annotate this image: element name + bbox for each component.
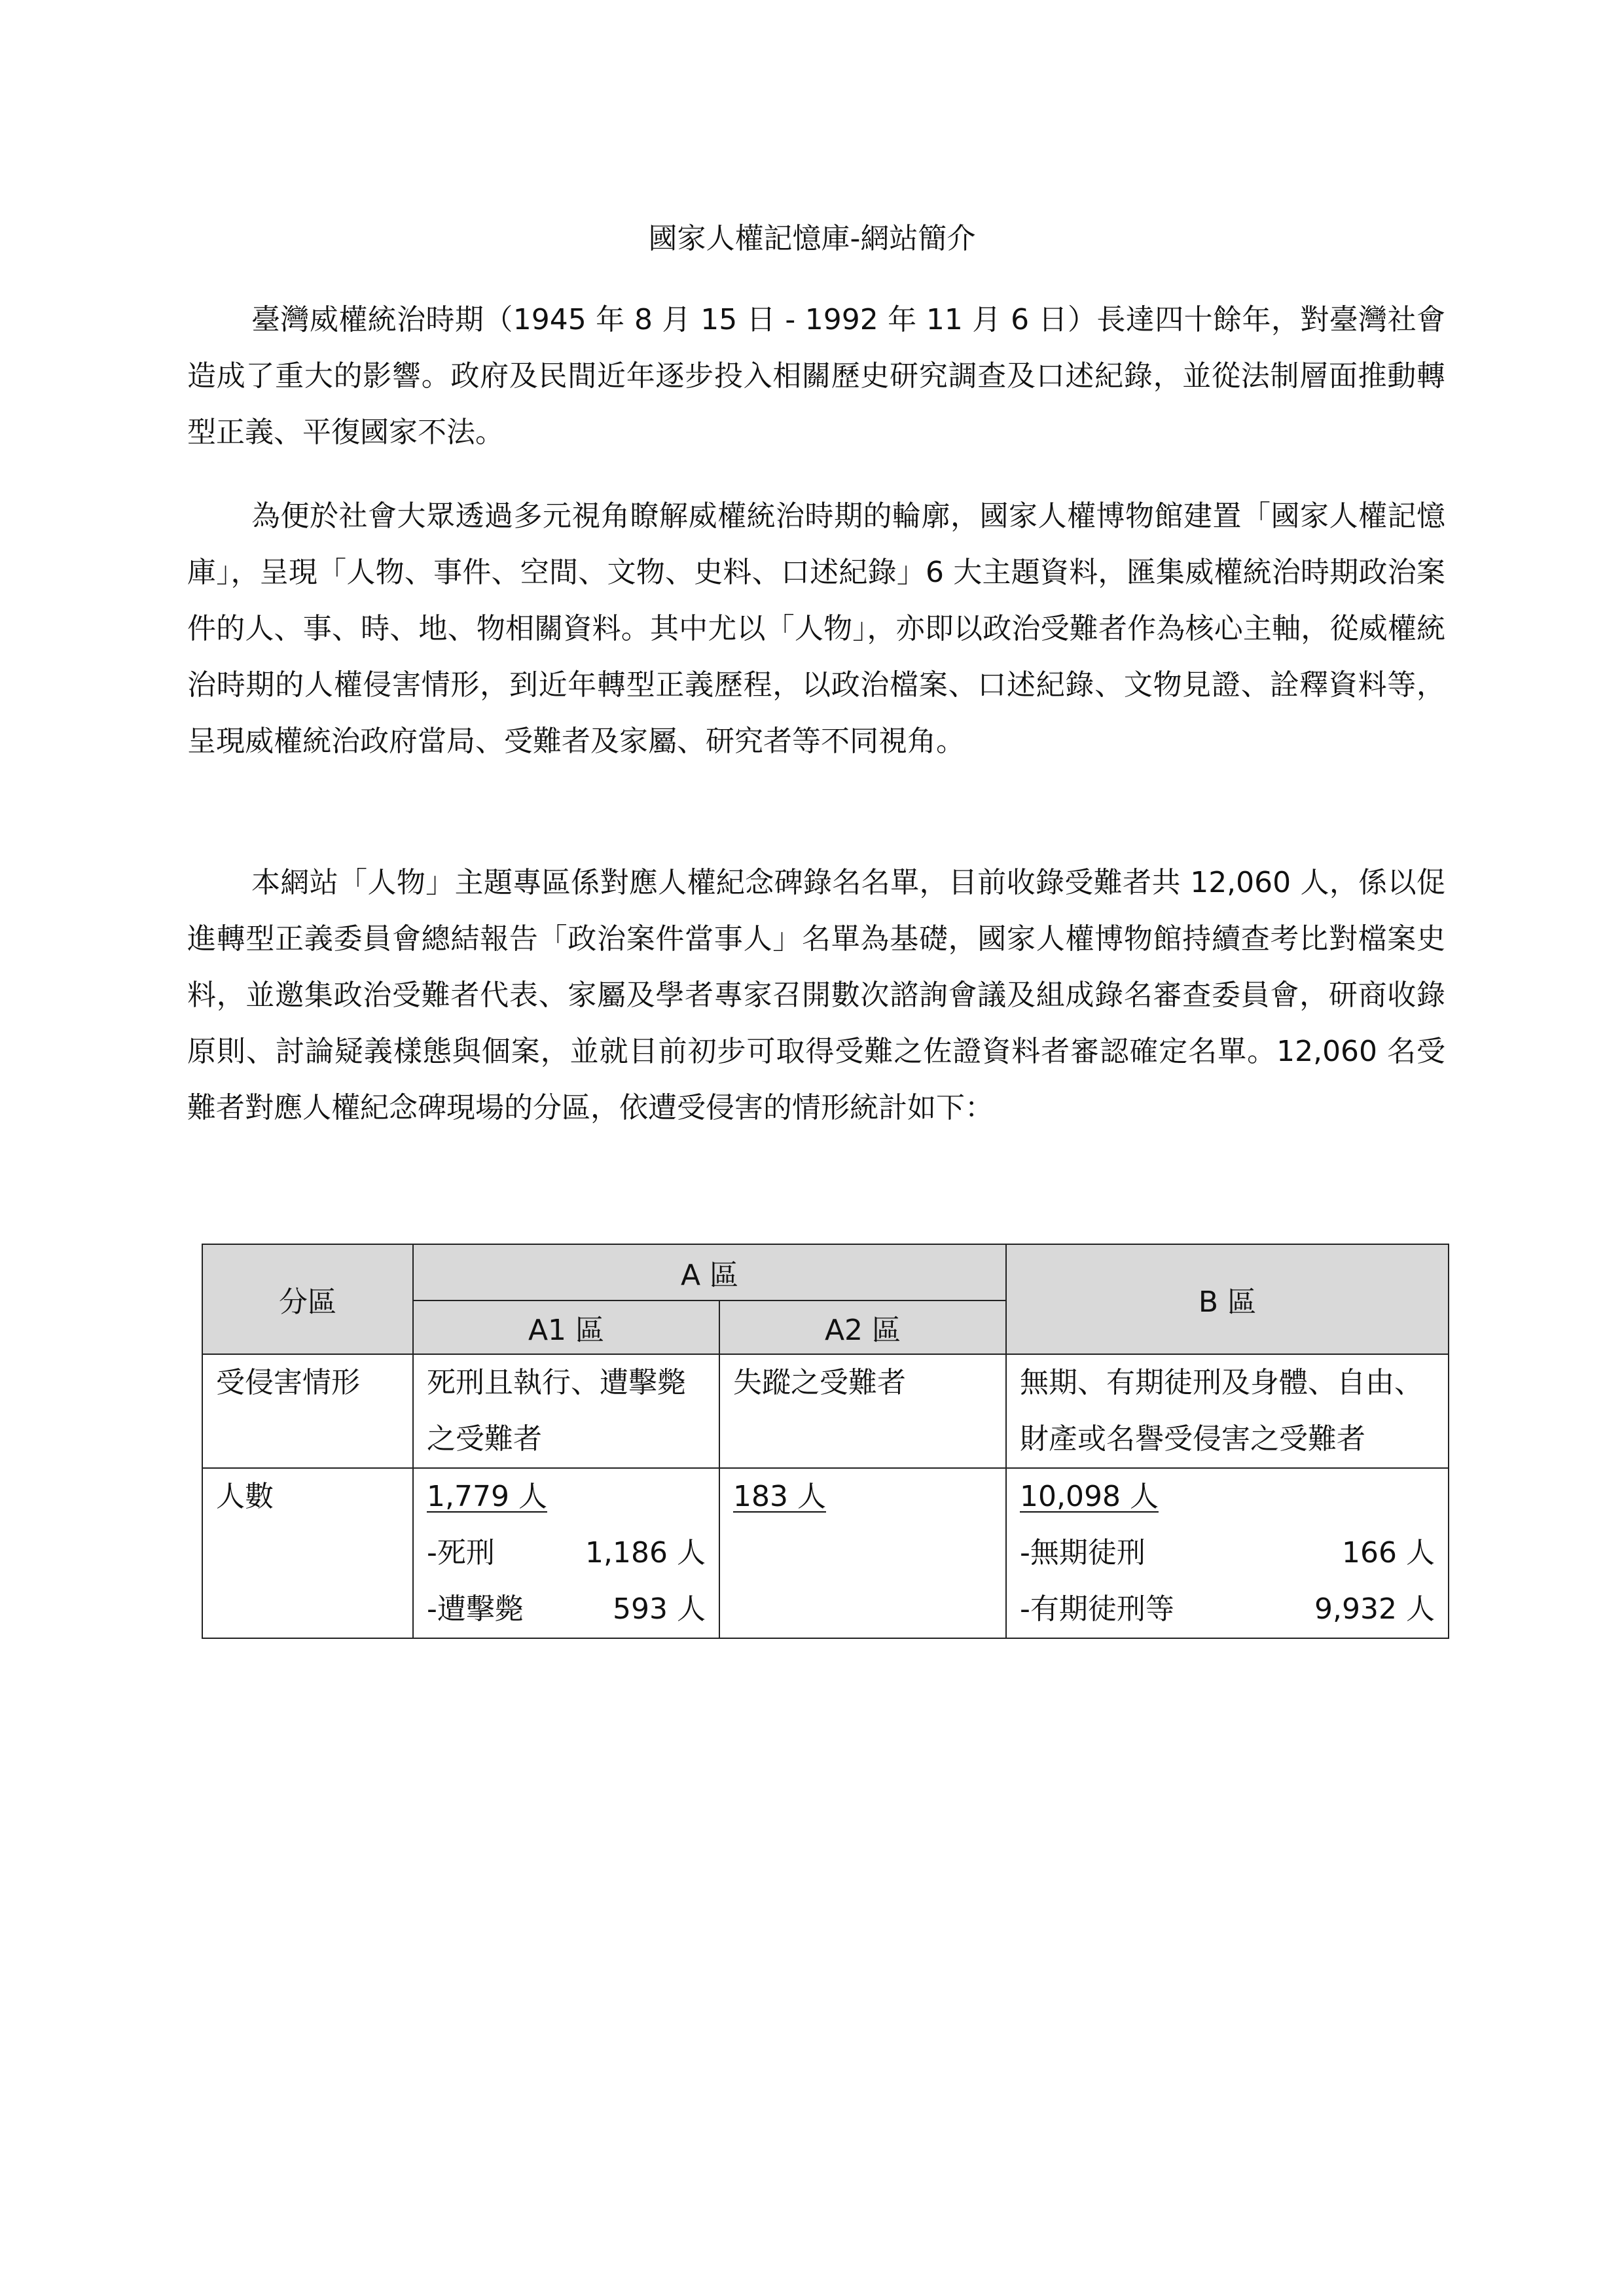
- zone-a1-header: A1 區: [413, 1300, 719, 1354]
- count-a1-item: [427, 1525, 706, 1581]
- harm-label: 受侵害情形: [216, 1366, 360, 1399]
- zone-a-header: A 區: [413, 1244, 1006, 1300]
- intro-paragraph-2: 為便於社會大眾透過多元視角瞭解威權統治時期的輪廓，國家人權博物館建置「國家人權記憶庫」，呈現「人物、事件、空間、文物、史料、口述紀錄」6 大主題資料，匯集威權統治時期政治案件的人、事、時、地、物相關資料。其中尤以「人物」，亦即以政治受難者作為核心主軸，從威權統治時期的人權侵害情形，到近年轉型正義歷程，以政治檔案、口述紀錄、文物見證、詮釋資料等，呈現威權統治政府當局、受難者及家屬、研究者等不同視角。: [187, 499, 1445, 758]
- count-b-item-value: 166 人: [1342, 1536, 1435, 1570]
- count-a1-item-label: -遭擊斃: [427, 1592, 524, 1626]
- harm-a2-text: 失蹤之受難者: [733, 1366, 906, 1399]
- zone-label-cell: 分區: [202, 1244, 413, 1354]
- count-a1-item-value: 593 人: [613, 1592, 706, 1626]
- intro-paragraph-3: 本網站「人物」主題專區係對應人權紀念碑錄名名單，目前收錄受難者共 12,060 人，係以促進轉型正義委員會總結報告「政治案件當事人」名單為基礎，國家人權博物館持續查考比對檔案史料，並邀集政治受難者代表、家屬及學者專家召開數次諮詢會議及組成錄名審查委員會，研商收錄原則、討論疑義樣態與個案，並就目前初步可取得受難之佐證資料者審認確定名單。12,060 名受難者對應人權紀念碑現場的分區，依遭受侵害的情形統計如下：: [187, 866, 1445, 1124]
- zone-b-header: B 區: [1006, 1244, 1449, 1354]
- table-row-harm: [202, 1354, 1449, 1468]
- count-b-total: 10,098 人: [1020, 1480, 1159, 1513]
- harm-a1-line1: 死刑且執行、遭擊斃: [427, 1366, 686, 1399]
- page-title: 國家人權記憶庫-網站簡介: [648, 222, 976, 255]
- table-row-count: [202, 1468, 1449, 1638]
- victim-statistics-table: [202, 1244, 1449, 1639]
- count-a1-item-value: 1,186 人: [585, 1536, 706, 1570]
- count-b-item-label: -有期徒刑等: [1020, 1592, 1174, 1626]
- harm-label-cell: [202, 1354, 413, 1468]
- harm-b-cell: [1006, 1354, 1449, 1468]
- count-a2-cell: [719, 1468, 1006, 1638]
- zone-a2-header: A2 區: [719, 1300, 1006, 1354]
- count-b-item: [1020, 1525, 1435, 1581]
- harm-b-line2: 財產或名譽受侵害之受難者: [1020, 1422, 1365, 1456]
- count-label: 人數: [216, 1480, 274, 1513]
- count-a1-cell: [413, 1468, 719, 1638]
- count-a1-item-label: -死刑: [427, 1536, 495, 1570]
- count-b-cell: [1006, 1468, 1449, 1638]
- table-header-row: [202, 1244, 1449, 1300]
- harm-a2-cell: [719, 1354, 1006, 1468]
- count-a2-total: 183 人: [733, 1480, 826, 1513]
- count-b-item-value: 9,932 人: [1314, 1592, 1435, 1626]
- count-a1-total: 1,779 人: [427, 1480, 547, 1513]
- count-label-cell: [202, 1468, 413, 1638]
- count-a1-item: [427, 1581, 706, 1638]
- harm-a1-line2: 之受難者: [427, 1422, 542, 1456]
- intro-paragraph-1: 臺灣威權統治時期（1945 年 8 月 15 日 - 1992 年 11 月 6 日）長達四十餘年，對臺灣社會造成了重大的影響。政府及民間近年逐步投入相關歷史研究調查及口述紀錄，並從法制層面推動轉型正義、平復國家不法。: [187, 303, 1445, 449]
- count-b-item-label: -無期徒刑: [1020, 1536, 1146, 1570]
- harm-b-line1: 無期、有期徒刑及身體、自由、: [1020, 1366, 1423, 1399]
- count-b-item: [1020, 1581, 1435, 1638]
- harm-a1-cell: [413, 1354, 719, 1468]
